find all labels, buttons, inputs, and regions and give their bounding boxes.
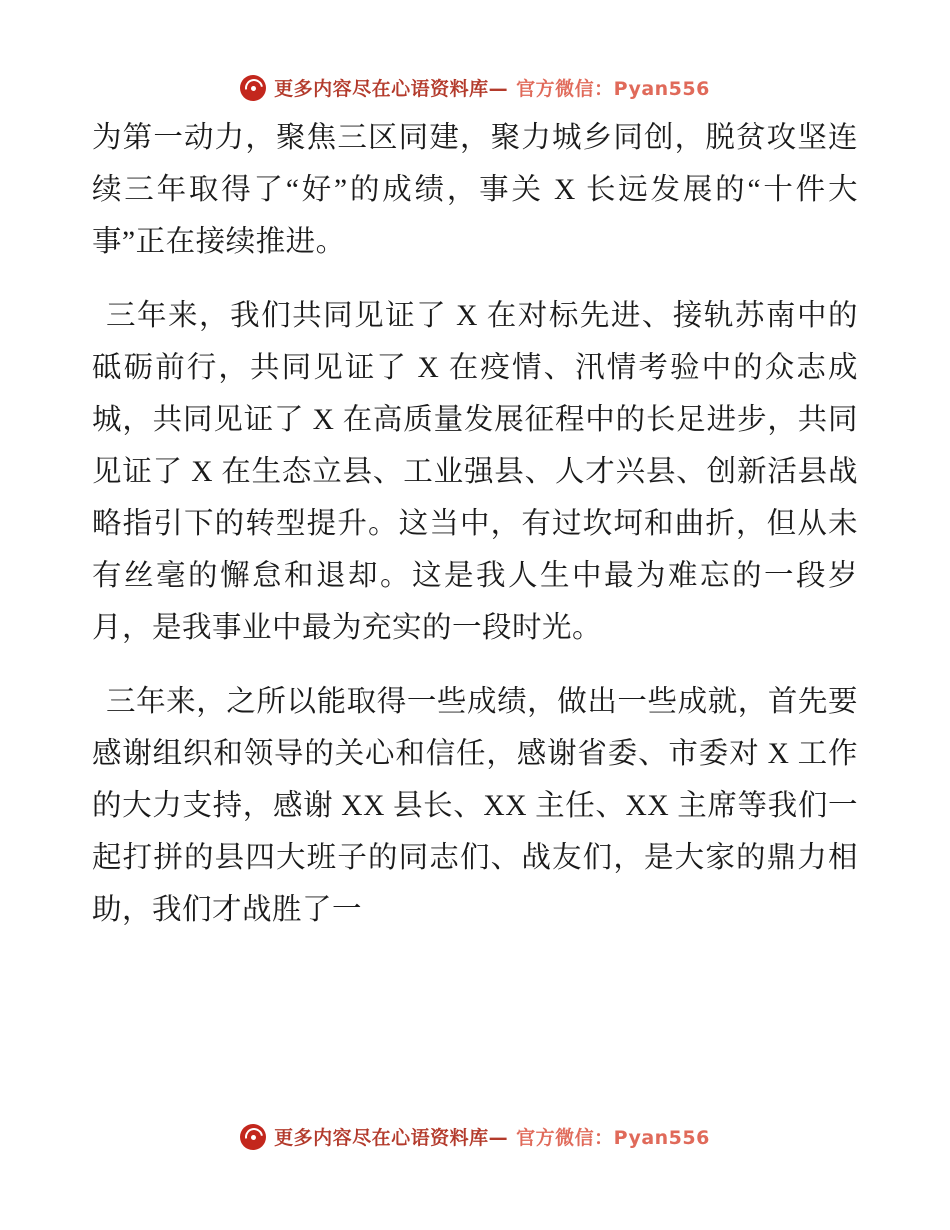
paragraph-1: 为第一动力，聚焦三区同建，聚力城乡同创，脱贫攻坚连续三年取得了“好”的成绩，事关 X 长远发展的“十件大事”正在接续推进。 xyxy=(92,122,858,258)
paragraph-3: 三年来，之所以能取得一些成绩，做出一些成就，首先要感谢组织和领导的关心和信任，感谢省委、市委对 X 工作的大力支持，感谢 XX 县长、XX 主任、XX 主席等我们一起打拼的县四大班子的同志们、战友们，是大家的鼎力相助，我们才战胜了一 xyxy=(92,686,858,926)
watermark-secondary-text: 官方微信：Pyan556 xyxy=(516,1127,710,1149)
paragraph-2: 三年来，我们共同见证了 X 在对标先进、接轨苏南中的砥砺前行，共同见证了 X 在疫情、汛情考验中的众志成城，共同见证了 X 在高质量发展征程中的长足进步，共同见证了 X 在生态立县、工业强县、人才兴县、创新活县战略指引下的转型提升。这当中，有过坎坷和曲折，但从未有丝毫的懈怠和退却。这是我人生中最为难忘的一段岁月，是我事业中最为充实的一段时光。 xyxy=(92,300,858,644)
watermark-secondary-text: 官方微信：Pyan556 xyxy=(516,78,710,100)
circle-swirl-logo-icon xyxy=(240,75,266,101)
document-body xyxy=(92,112,858,958)
watermark-primary-text: 更多内容尽在心语资料库— xyxy=(274,1127,509,1149)
watermark-bottom xyxy=(0,1123,950,1150)
watermark-primary-text: 更多内容尽在心语资料库— xyxy=(274,78,509,100)
watermark-top xyxy=(0,74,950,101)
circle-swirl-logo-icon xyxy=(240,1124,266,1150)
